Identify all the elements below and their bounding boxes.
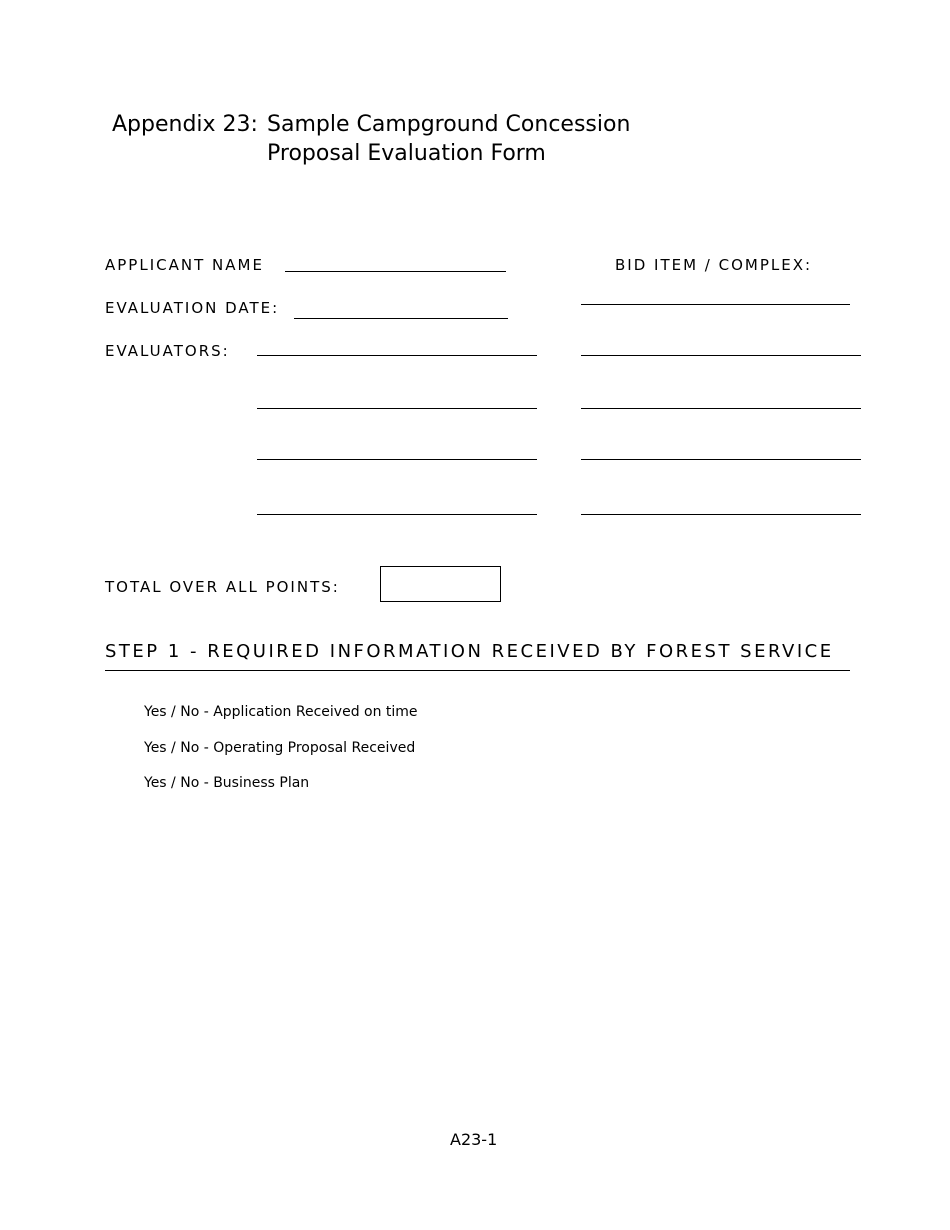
evaluators-label: EVALUATORS: [105, 342, 230, 360]
total-points-box[interactable] [380, 566, 501, 602]
evaluator-field-3[interactable] [257, 408, 537, 409]
applicant-name-label: APPLICANT NAME [105, 256, 264, 274]
evaluator-field-1[interactable] [257, 355, 537, 356]
step1-heading: STEP 1 - REQUIRED INFORMATION RECEIVED BY FOREST SERVICE [105, 641, 834, 662]
appendix-label: Appendix 23: [112, 112, 258, 137]
applicant-name-field[interactable] [285, 271, 506, 272]
evaluator-field-7[interactable] [257, 514, 537, 515]
evaluator-field-8[interactable] [581, 514, 861, 515]
total-points-label: TOTAL OVER ALL POINTS: [105, 578, 340, 596]
evaluator-field-2[interactable] [581, 355, 861, 356]
step1-item-2: Yes / No - Operating Proposal Received [144, 740, 416, 756]
step1-divider [105, 670, 850, 671]
step1-item-1: Yes / No - Application Received on time [144, 704, 418, 720]
bid-item-label: BID ITEM / COMPLEX: [615, 256, 813, 274]
step1-item-3: Yes / No - Business Plan [144, 775, 310, 791]
title-line-1: Sample Campground Concession [267, 112, 631, 137]
evaluator-field-6[interactable] [581, 459, 861, 460]
bid-item-field[interactable] [581, 304, 850, 305]
evaluation-date-label: EVALUATION DATE: [105, 299, 280, 317]
title-line-2: Proposal Evaluation Form [267, 141, 546, 166]
page-number: A23-1 [450, 1130, 498, 1149]
evaluation-date-field[interactable] [294, 318, 508, 319]
evaluator-field-4[interactable] [581, 408, 861, 409]
evaluator-field-5[interactable] [257, 459, 537, 460]
